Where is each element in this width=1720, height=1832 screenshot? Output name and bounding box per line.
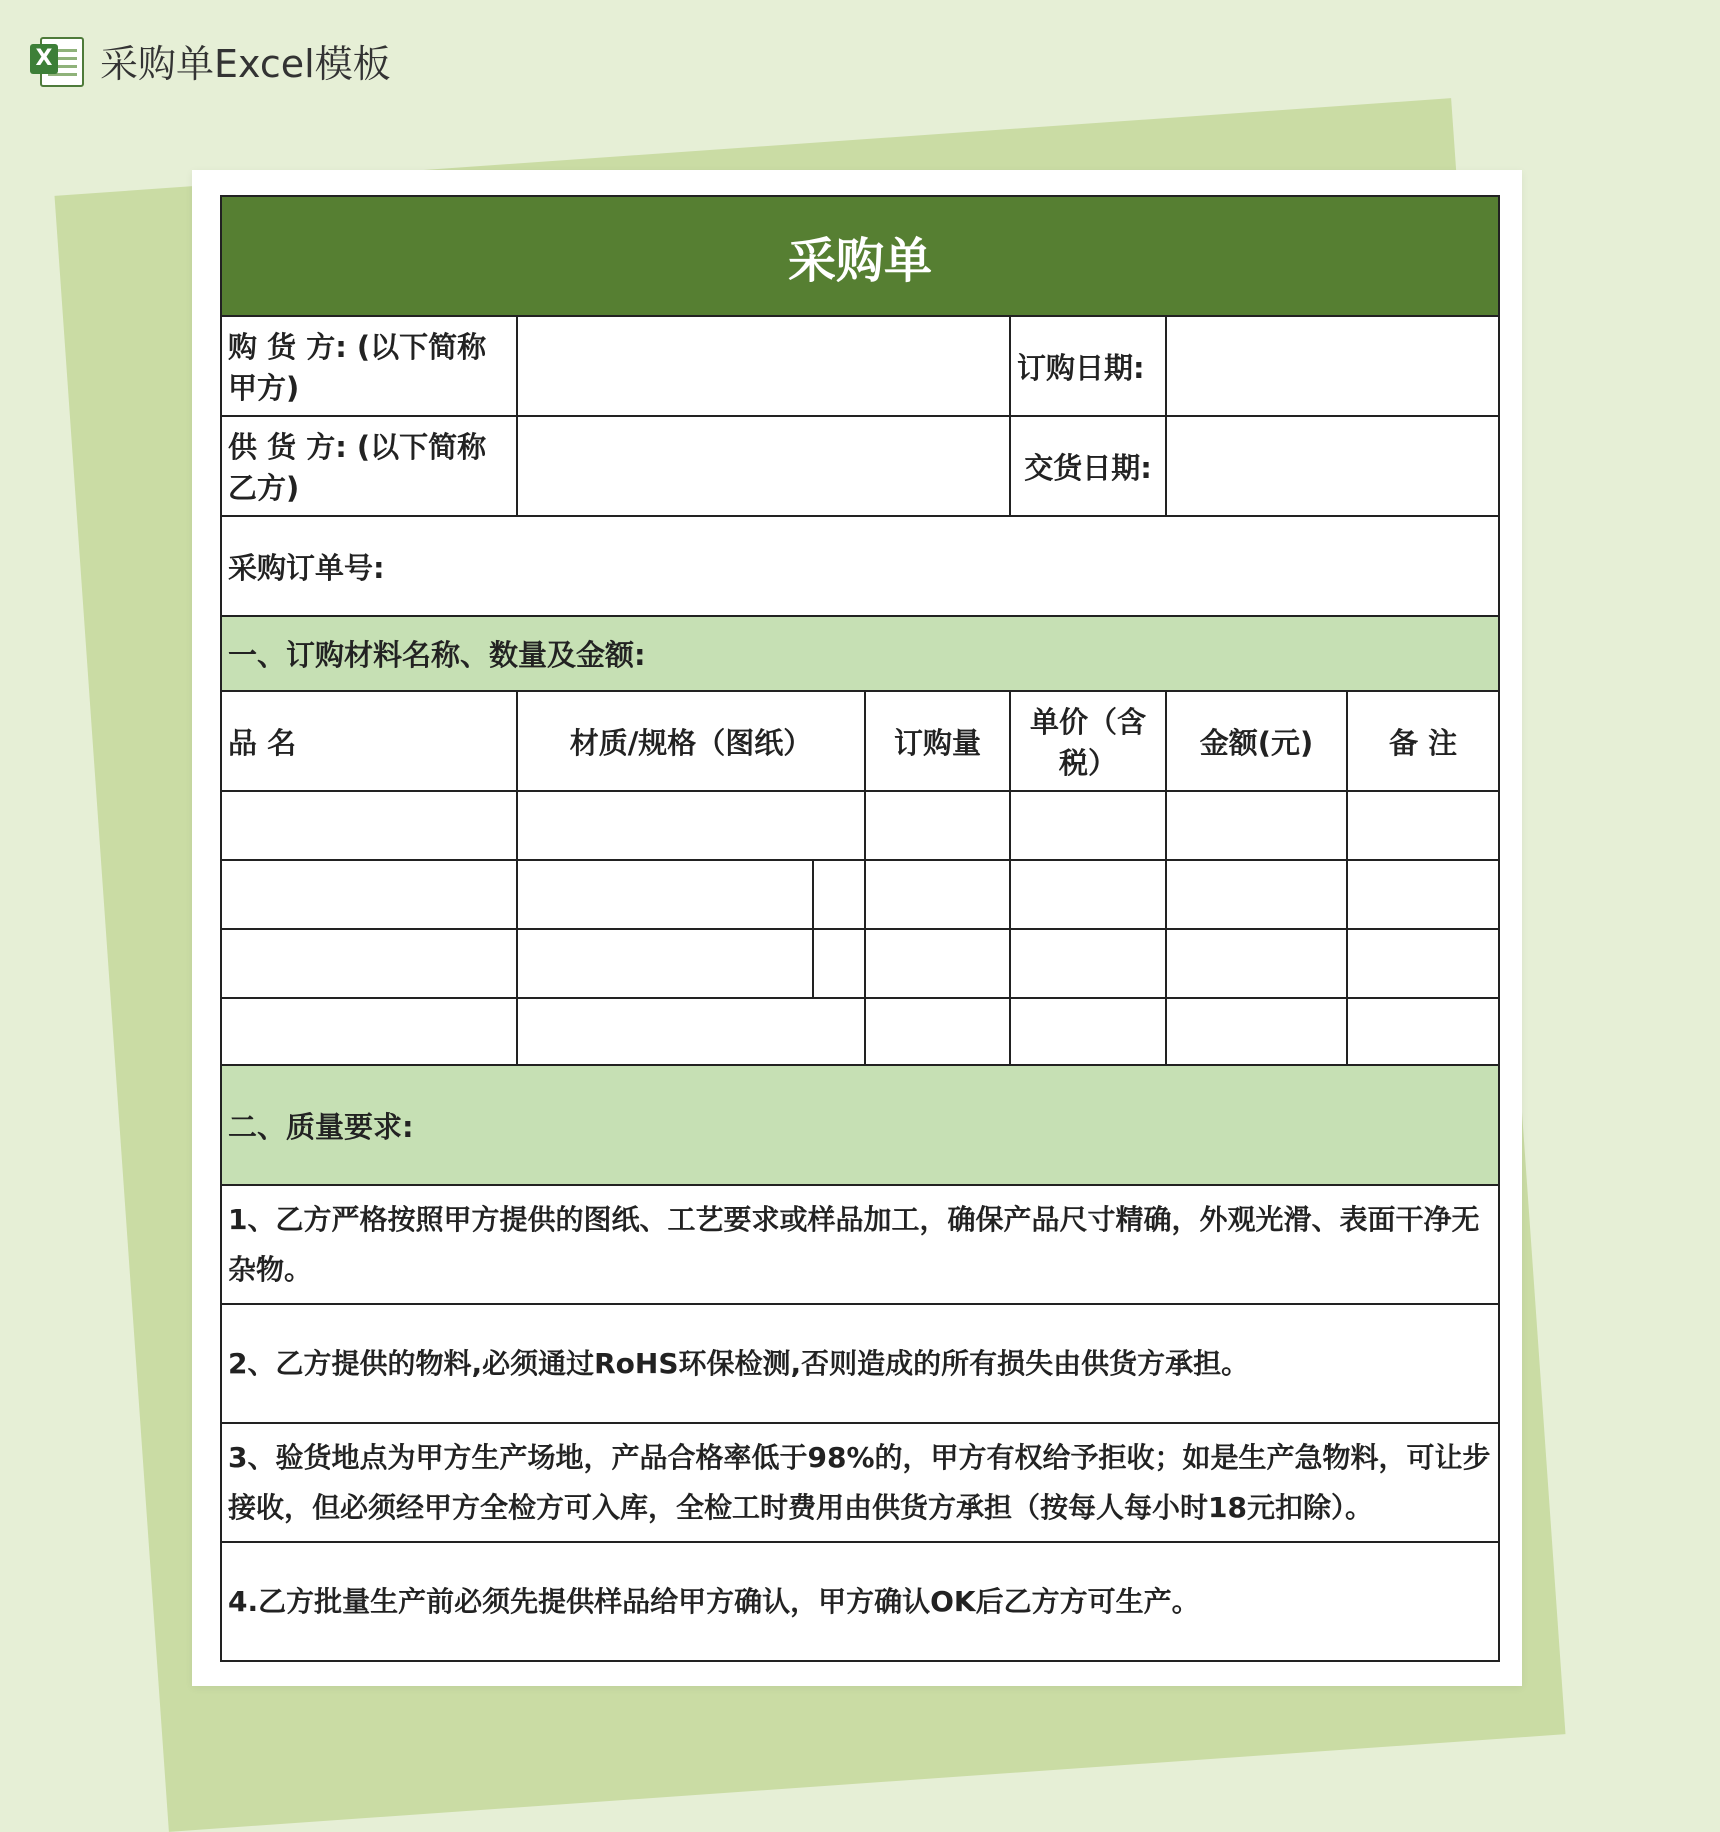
column-header: 品 名 xyxy=(221,691,517,791)
table-row xyxy=(221,998,1499,1065)
requirement-item: 4.乙方批量生产前必须先提供样品给甲方确认，甲方确认OK后乙方方可生产。 xyxy=(221,1542,1499,1661)
column-header: 单价（含税） xyxy=(1010,691,1166,791)
table-cell[interactable] xyxy=(865,791,1010,860)
table-cell[interactable] xyxy=(1347,998,1499,1065)
table-cell[interactable] xyxy=(221,791,517,860)
table-cell[interactable] xyxy=(865,929,1010,998)
table-cell[interactable] xyxy=(1347,791,1499,860)
supplier-value[interactable] xyxy=(517,416,1010,516)
table-cell[interactable] xyxy=(1010,791,1166,860)
table-cell[interactable] xyxy=(1166,929,1347,998)
buyer-value[interactable] xyxy=(517,316,1010,416)
table-cell[interactable] xyxy=(1010,860,1166,929)
table-cell[interactable] xyxy=(813,860,865,929)
column-header: 金额(元) xyxy=(1166,691,1347,791)
requirement-item: 1、乙方严格按照甲方提供的图纸、工艺要求或样品加工，确保产品尺寸精确，外观光滑、表面干净无杂物。 xyxy=(221,1185,1499,1304)
table-cell[interactable] xyxy=(1010,929,1166,998)
table-cell[interactable] xyxy=(813,929,865,998)
requirement-item: 3、验货地点为甲方生产场地，产品合格率低于98%的，甲方有权给予拒收；如是生产急物料，可让步接收，但必须经甲方全检方可入库，全检工时费用由供货方承担（按每人每小时18元扣除）。 xyxy=(221,1423,1499,1542)
table-cell[interactable] xyxy=(221,929,517,998)
table-cell[interactable] xyxy=(1166,860,1347,929)
table-cell[interactable] xyxy=(1347,860,1499,929)
delivery-date-label: 交货日期: xyxy=(1010,416,1166,516)
table-cell[interactable] xyxy=(865,860,1010,929)
section-quality: 二、质量要求: xyxy=(221,1065,1499,1185)
table-row xyxy=(221,929,1499,998)
table-cell[interactable] xyxy=(1166,998,1347,1065)
order-number-label: 采购订单号: xyxy=(221,516,1499,616)
order-date-label: 订购日期: xyxy=(1010,316,1166,416)
table-cell[interactable] xyxy=(221,860,517,929)
table-cell[interactable] xyxy=(517,929,813,998)
supplier-label: 供 货 方: (以下简称乙方) xyxy=(221,416,517,516)
app-header xyxy=(30,30,391,90)
table-cell[interactable] xyxy=(1166,791,1347,860)
excel-icon: X xyxy=(30,34,82,86)
column-header: 订购量 xyxy=(865,691,1010,791)
table-cell[interactable] xyxy=(517,791,865,860)
table-row xyxy=(221,791,1499,860)
buyer-label: 购 货 方: (以下简称甲方) xyxy=(221,316,517,416)
table-cell[interactable] xyxy=(517,998,865,1065)
table-cell[interactable] xyxy=(1347,929,1499,998)
app-title: 采购单Excel模板 xyxy=(100,41,391,86)
purchase-order-form xyxy=(220,195,1500,1662)
column-header: 材质/规格（图纸） xyxy=(517,691,865,791)
section-materials: 一、订购材料名称、数量及金额: xyxy=(221,616,1499,691)
table-row xyxy=(221,860,1499,929)
table-cell[interactable] xyxy=(517,860,813,929)
table-cell[interactable] xyxy=(1010,998,1166,1065)
table-cell[interactable] xyxy=(221,998,517,1065)
requirement-item: 2、乙方提供的物料,必须通过RoHS环保检测,否则造成的所有损失由供货方承担。 xyxy=(221,1304,1499,1423)
table-cell[interactable] xyxy=(865,998,1010,1065)
order-date-value[interactable] xyxy=(1166,316,1499,416)
form-title: 采购单 xyxy=(221,196,1499,316)
column-header: 备 注 xyxy=(1347,691,1499,791)
delivery-date-value[interactable] xyxy=(1166,416,1499,516)
